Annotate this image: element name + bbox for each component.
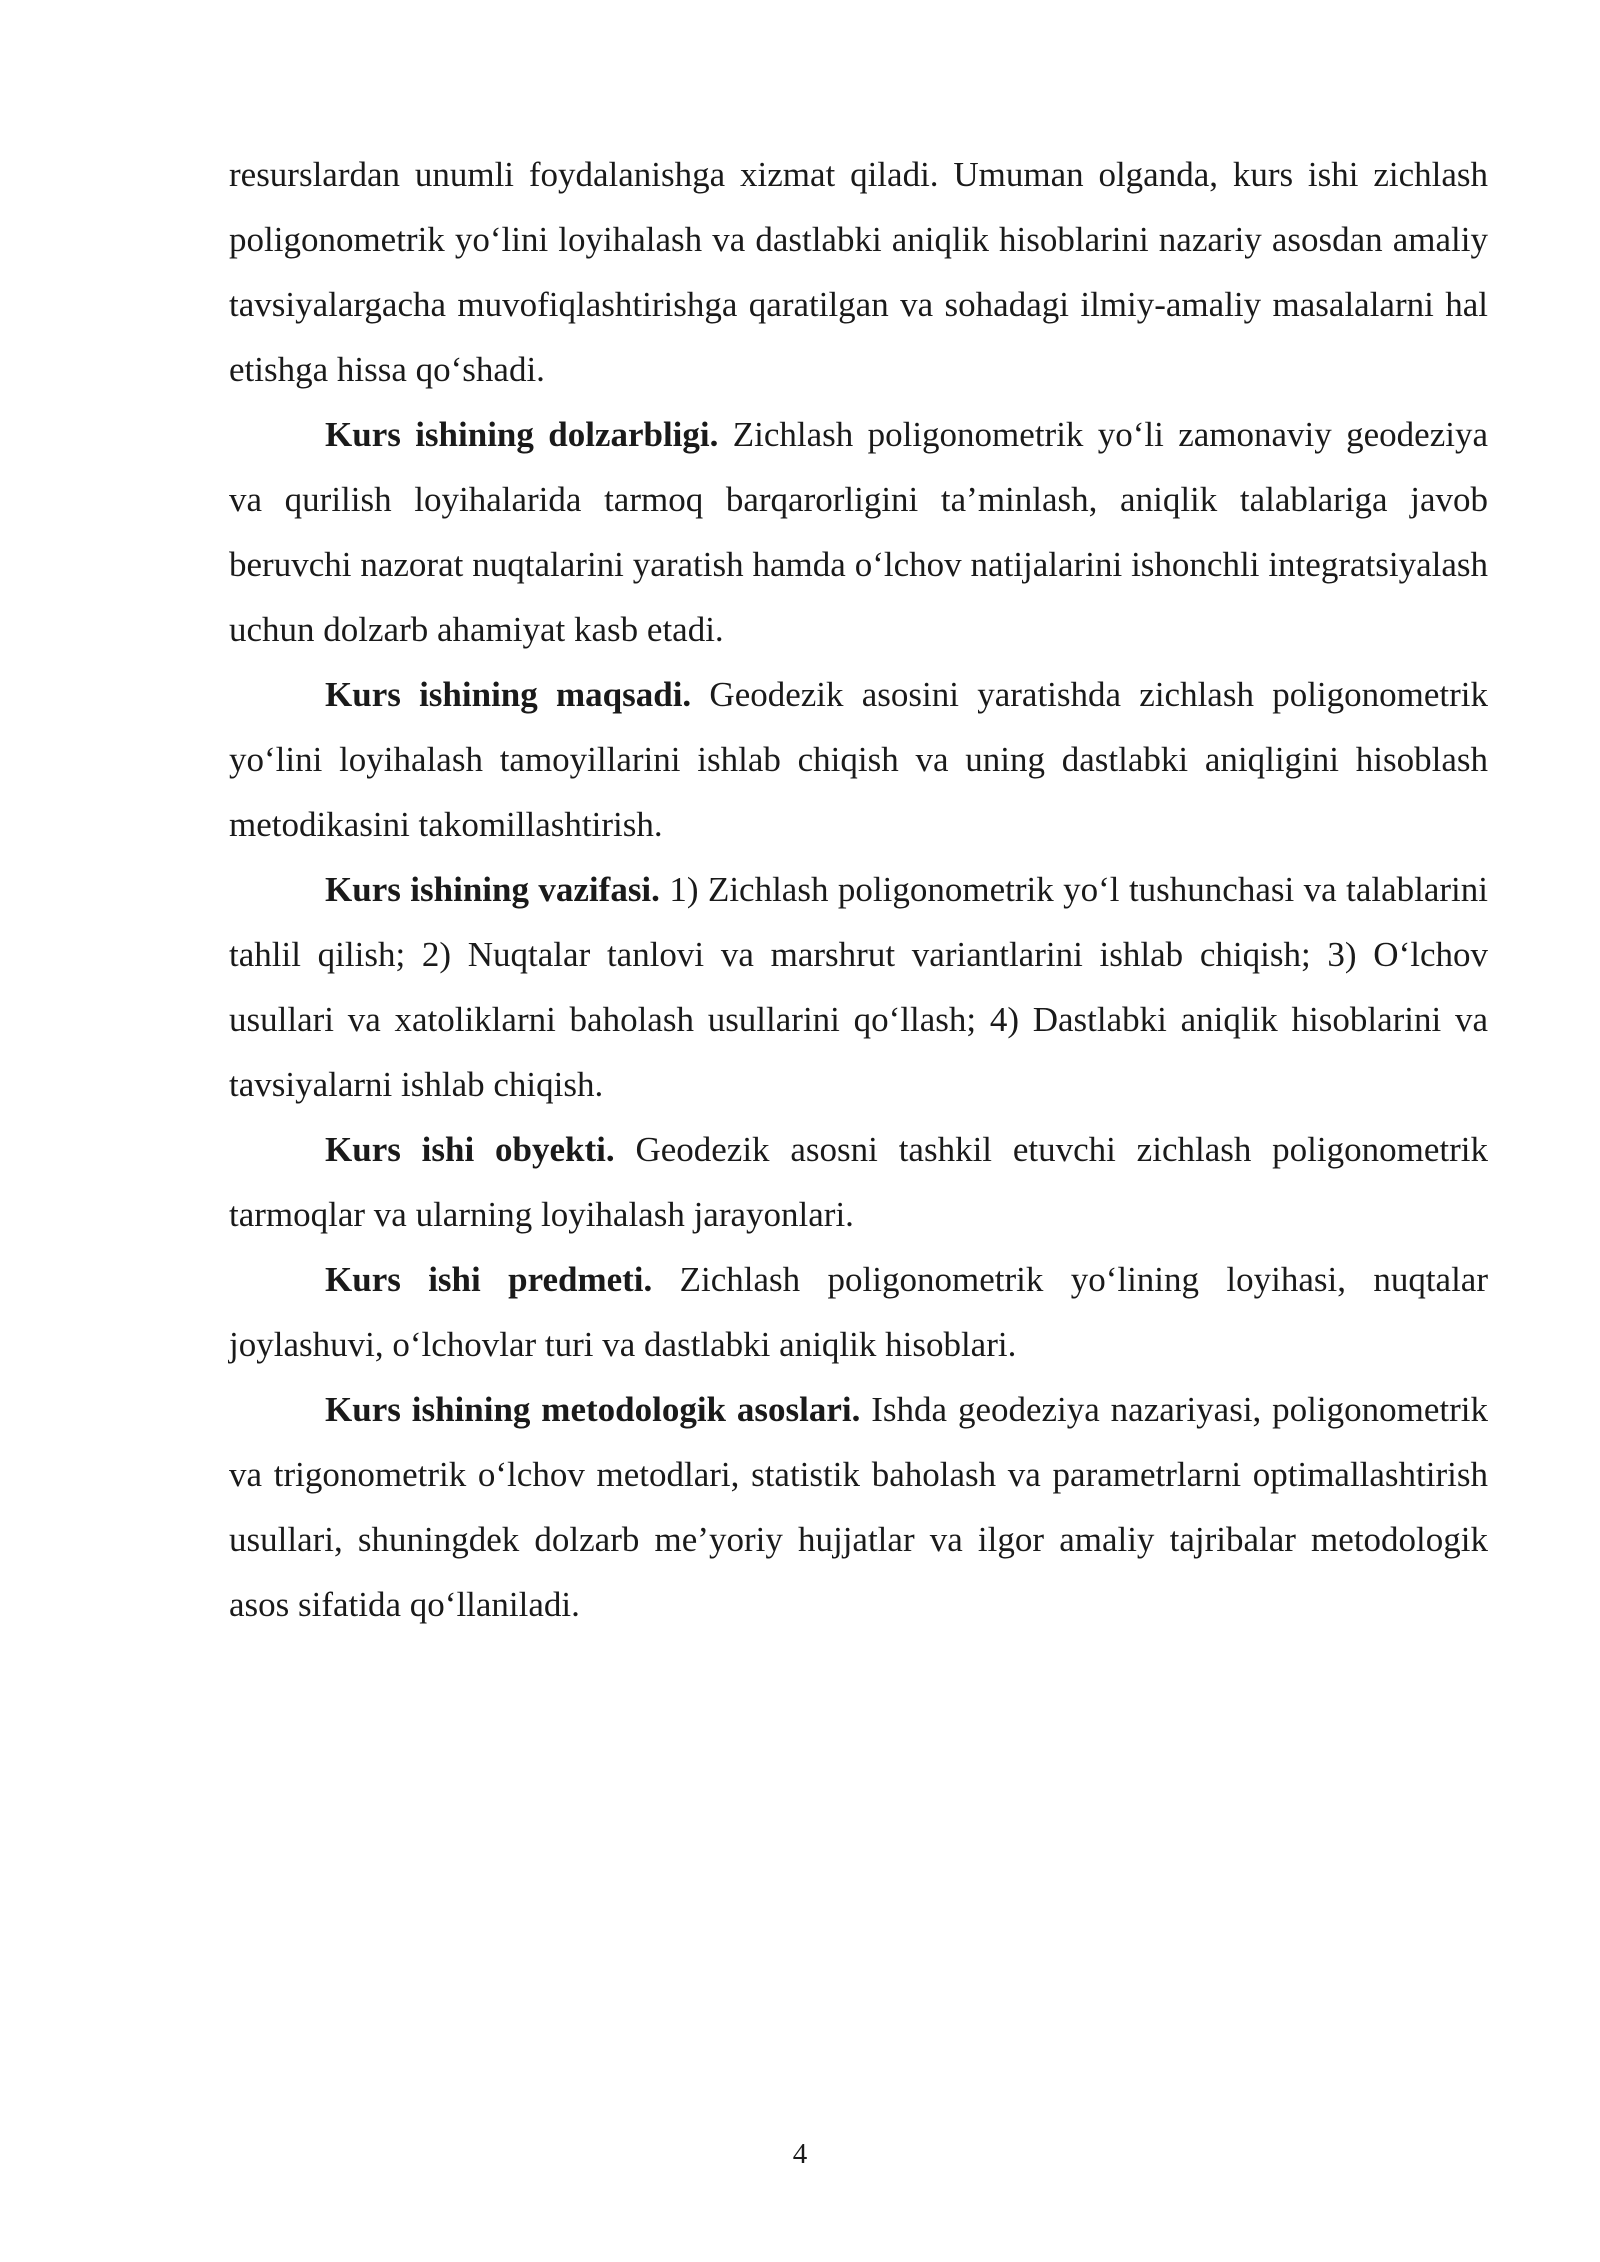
- paragraph-text: resurslardan unumli foydalanishga xizmat qiladi. Umuman olganda, kurs ishi zichlash poligonometrik yo‘lini loyihalash va dastlabki aniqlik hisoblarini nazariy asosdan amaliy tavsiyalargacha muvofiqlashtirishga qaratilgan va sohadagi ilmiy-amaliy masalalarni hal etishga hissa qo‘shadi.: [229, 155, 1488, 389]
- paragraph-text: 1) Zichlash poligonometrik yo‘l tushunchasi va talablarini tahlil qilish; 2) Nuqtalar tanlovi va marshrut variantlarini ishlab chiqish; 3) O‘lchov usullari va xatoliklarni baholash usullarini qo‘llash; 4) Dastlabki aniqlik hisoblarini va tavsiyalarni ishlab chiqish.: [229, 870, 1488, 1104]
- paragraph-goal: [229, 662, 1488, 857]
- paragraph-subject: [229, 1247, 1488, 1377]
- paragraph-methodology: [229, 1377, 1488, 1637]
- paragraph-heading: Kurs ishining dolzarbligi.: [325, 415, 719, 454]
- paragraph-text: Geodezik asosini yaratishda zichlash poligonometrik yo‘lini loyihalash tamoyillarini ishlab chiqish va uning dastlabki aniqligini hisoblash metodikasini takomillashtirish.: [229, 675, 1488, 844]
- paragraph-heading: Kurs ishi predmeti.: [325, 1260, 653, 1299]
- paragraph-text: Geodezik asosni tashkil etuvchi zichlash poligonometrik tarmoqlar va ularning loyihalash jarayonlari.: [229, 1130, 1488, 1234]
- paragraph-heading: Kurs ishining metodologik asoslari.: [325, 1390, 861, 1429]
- paragraph-heading: Kurs ishi obyekti.: [325, 1130, 615, 1169]
- paragraph-text: Zichlash poligonometrik yo‘li zamonaviy geodeziya va qurilish loyihalarida tarmoq barqarorligini ta’minlash, aniqlik talablariga javob beruvchi nazorat nuqtalarini yaratish hamda o‘lchov natijalarini ishonchli integratsiyalash uchun dolzarb ahamiyat kasb etadi.: [229, 415, 1488, 649]
- paragraph-relevance: [229, 402, 1488, 662]
- paragraph-intro: [229, 142, 1488, 402]
- paragraph-heading: Kurs ishining vazifasi.: [325, 870, 660, 909]
- body-text: [229, 142, 1488, 1637]
- paragraph-tasks: [229, 857, 1488, 1117]
- page-number: 4: [792, 2138, 808, 2170]
- paragraph-text: Zichlash poligonometrik yo‘lining loyihasi, nuqtalar joylashuvi, o‘lchovlar turi va dastlabki aniqlik hisoblari.: [229, 1260, 1488, 1364]
- paragraph-heading: Kurs ishining maqsadi.: [325, 675, 692, 714]
- paragraph-object: [229, 1117, 1488, 1247]
- paragraph-text: Ishda geodeziya nazariyasi, poligonometrik va trigonometrik o‘lchov metodlari, statistik baholash va parametrlarni optimallashtirish usullari, shuningdek dolzarb me’yoriy hujjatlar va ilgor amaliy tajribalar metodologik asos sifatida qo‘llaniladi.: [229, 1390, 1488, 1624]
